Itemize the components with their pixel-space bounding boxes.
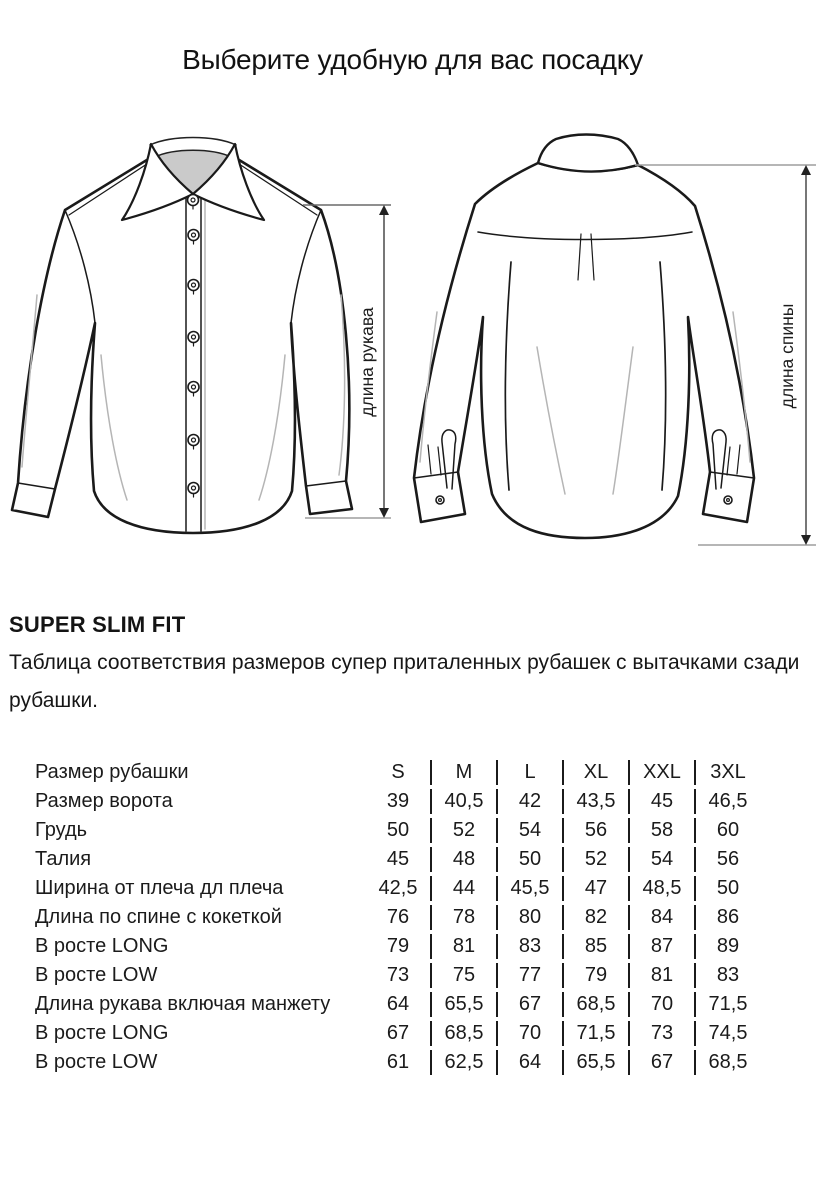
size-column-header: M [431,758,497,787]
size-value-cell: 48 [431,845,497,874]
row-label: Размер рубашки [35,761,189,783]
size-table-row [35,845,761,874]
size-value-cell: 73 [629,1019,695,1048]
size-table-row [35,932,761,961]
sleeve-length-label: длина рукава [357,307,377,417]
size-value-cell: 56 [563,816,629,845]
size-value-cell: 68,5 [563,990,629,1019]
size-value-cell: 43,5 [563,787,629,816]
size-value-cell: 60 [695,816,761,845]
size-value-cell: 50 [386,819,410,841]
size-value-cell: 45,5 [497,874,563,903]
size-value-cell: 80 [497,903,563,932]
size-value-cell: 83 [497,932,563,961]
size-value-cell: 48,5 [629,874,695,903]
shirt-back-diagram [395,112,825,577]
size-table-row [35,961,761,990]
size-value-cell: 68,5 [695,1048,761,1077]
size-value-cell: 79 [386,935,410,957]
row-label: В росте LONG [35,1022,169,1044]
size-value-cell: 54 [497,816,563,845]
row-label: Размер ворота [35,790,173,812]
size-value-cell: 64 [386,993,410,1015]
size-table-header-row [35,758,761,787]
row-label: Длина по спине с кокеткой [35,906,282,928]
size-value-cell: 87 [629,932,695,961]
size-value-cell: 68,5 [431,1019,497,1048]
size-table-row [35,990,761,1019]
row-label: Ширина от плеча дл плеча [35,877,284,899]
size-value-cell: 45 [629,787,695,816]
size-value-cell: 71,5 [563,1019,629,1048]
size-value-cell: 81 [431,932,497,961]
size-value-cell: 62,5 [431,1048,497,1077]
size-value-cell: 79 [563,961,629,990]
size-table [35,758,761,1077]
size-column-header: 3XL [695,758,761,787]
size-value-cell: 76 [386,906,410,928]
size-value-cell: 42,5 [378,877,418,899]
size-column-header: XXL [629,758,695,787]
row-label: В росте LONG [35,935,169,957]
shirt-front-svg [5,115,395,560]
size-value-cell: 75 [431,961,497,990]
page-title: Выберите удобную для вас посадку [182,44,643,75]
size-value-cell: 67 [386,1022,410,1044]
size-value-cell: 82 [563,903,629,932]
size-value-cell: 39 [386,790,410,812]
back-length-label: длина спины [777,303,797,409]
row-label: В росте LOW [35,964,158,986]
size-value-cell: 50 [497,845,563,874]
row-label: Грудь [35,819,88,841]
size-column-header: S [391,761,405,783]
size-value-cell: 52 [563,845,629,874]
back-collar [538,135,638,172]
size-value-cell: 40,5 [431,787,497,816]
size-table-row [35,1019,761,1048]
size-value-cell: 81 [629,961,695,990]
size-value-cell: 77 [497,961,563,990]
size-table-row [35,874,761,903]
size-value-cell: 56 [695,845,761,874]
section-heading: SUPER SLIM FIT [9,612,186,637]
size-value-cell: 78 [431,903,497,932]
size-value-cell: 67 [629,1048,695,1077]
size-value-cell: 47 [563,874,629,903]
size-table-row [35,903,761,932]
front-shirt-outline [12,155,352,533]
size-value-cell: 83 [695,961,761,990]
row-label: Длина рукава включая манжету [35,993,331,1015]
size-value-cell: 64 [497,1048,563,1077]
size-value-cell: 70 [629,990,695,1019]
size-column-header: XL [563,758,629,787]
size-value-cell: 52 [431,816,497,845]
size-table-row [35,787,761,816]
size-value-cell: 65,5 [431,990,497,1019]
size-value-cell: 67 [497,990,563,1019]
size-value-cell: 89 [695,932,761,961]
section-description: Таблица соответствия размеров супер приталенных рубашек с вытачками сзади рубашки. [9,651,800,712]
size-column-header: L [497,758,563,787]
size-value-cell: 85 [563,932,629,961]
size-value-cell: 61 [386,1051,410,1073]
shirt-back-svg [395,112,825,572]
size-value-cell: 86 [695,903,761,932]
back-shirt-outline [414,163,754,538]
size-value-cell: 84 [629,903,695,932]
size-table-row [35,1048,761,1077]
row-label: В росте LOW [35,1051,158,1073]
size-table-row [35,816,761,845]
size-value-cell: 65,5 [563,1048,629,1077]
size-value-cell: 46,5 [695,787,761,816]
size-value-cell: 54 [629,845,695,874]
size-value-cell: 44 [431,874,497,903]
size-value-cell: 45 [386,848,410,870]
size-value-cell: 73 [386,964,410,986]
shirt-front-diagram [5,115,395,565]
size-value-cell: 42 [497,787,563,816]
size-value-cell: 70 [497,1019,563,1048]
size-value-cell: 58 [629,816,695,845]
size-value-cell: 74,5 [695,1019,761,1048]
size-value-cell: 50 [695,874,761,903]
row-label: Талия [35,848,92,870]
size-value-cell: 71,5 [695,990,761,1019]
